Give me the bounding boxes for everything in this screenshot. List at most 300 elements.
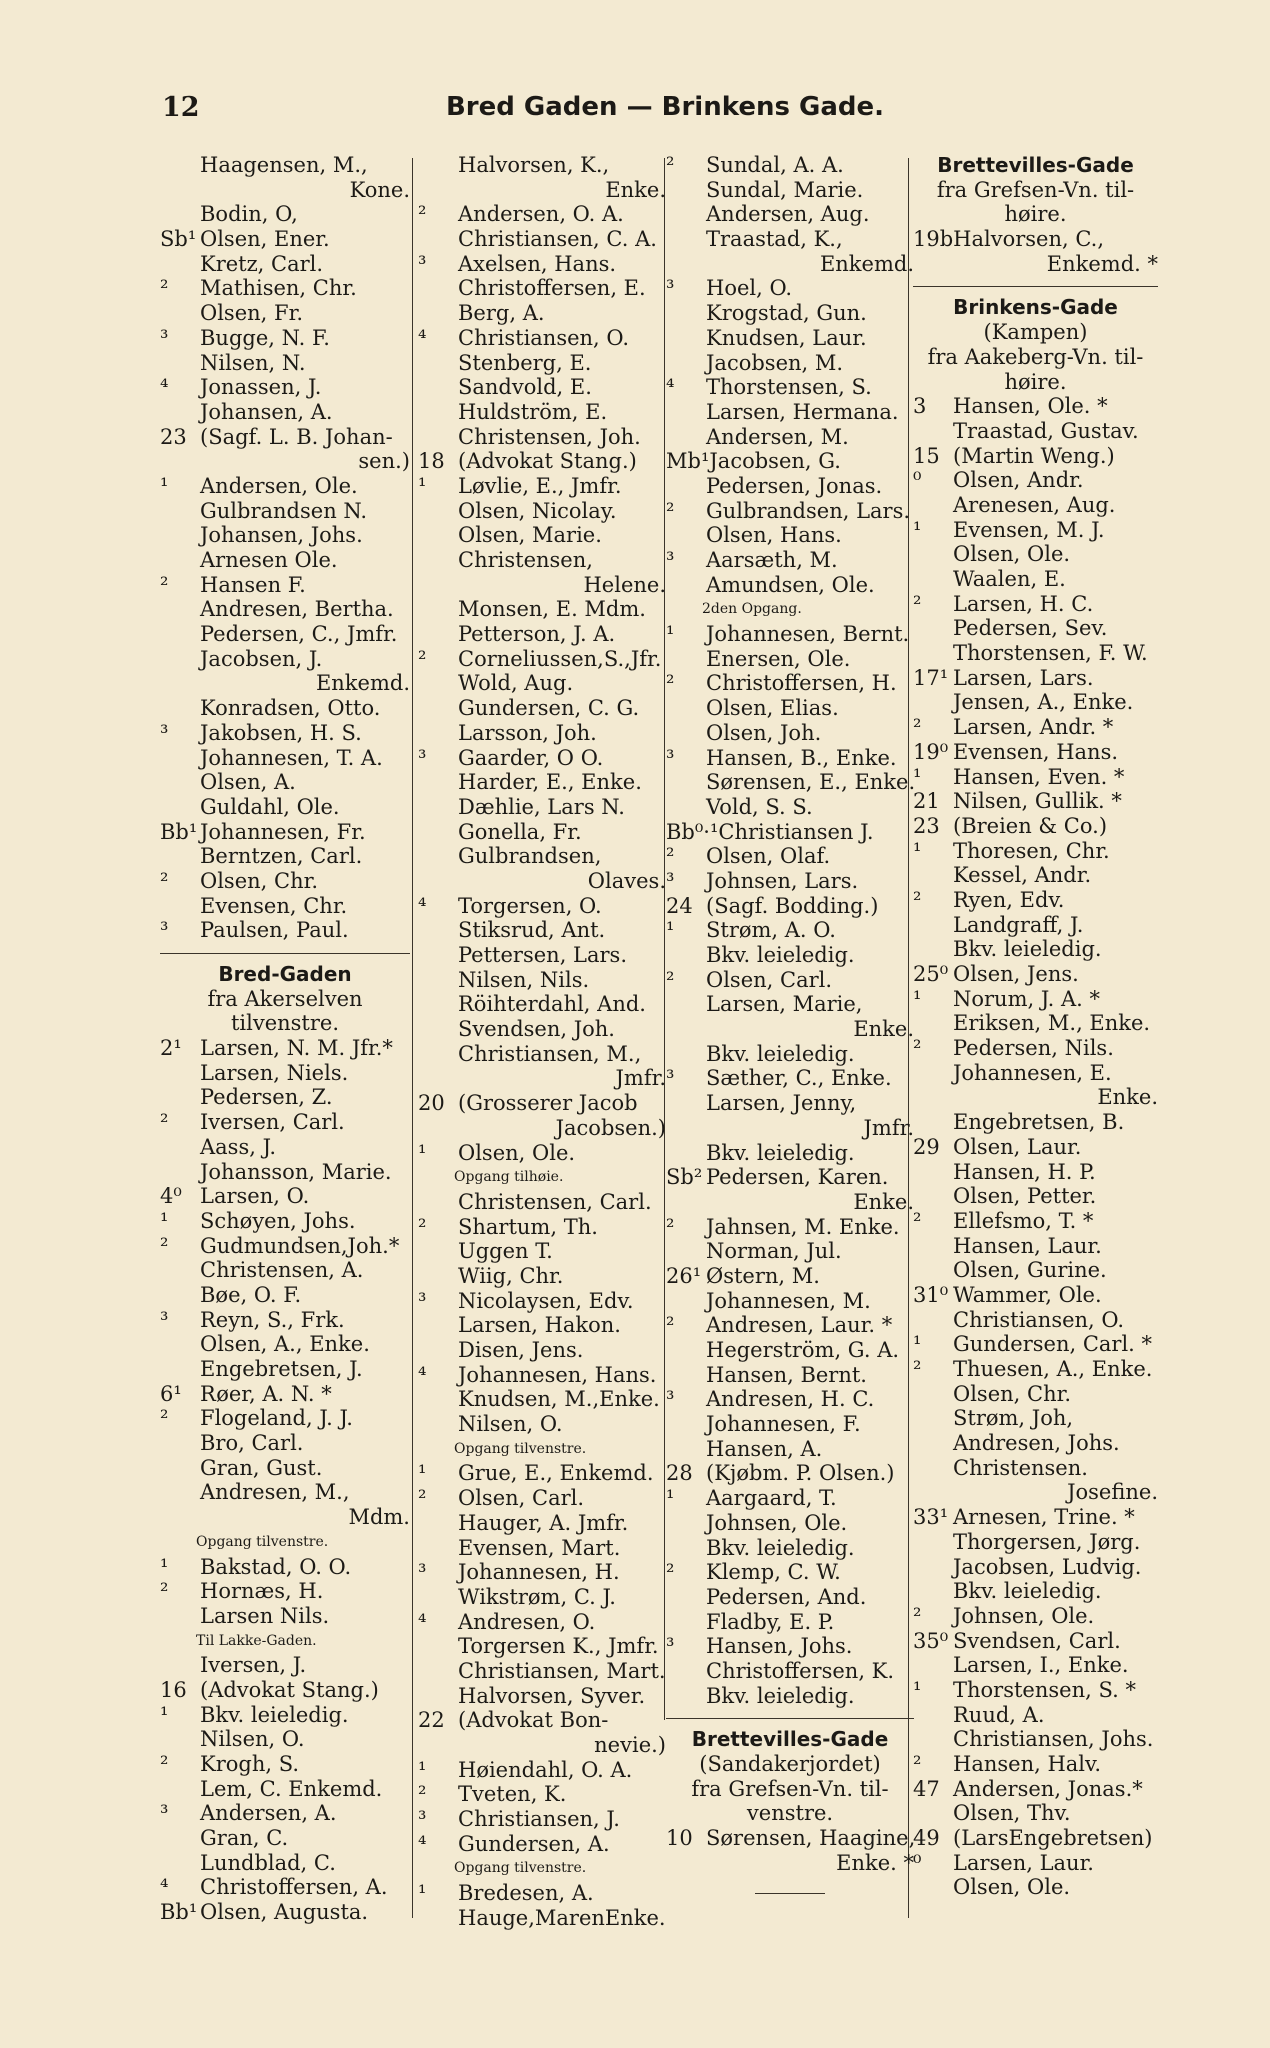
- house-number: ¹: [913, 517, 922, 542]
- resident-name: Bugge, N. F.: [200, 325, 330, 350]
- resident-name: Larsson, Joh.: [458, 720, 597, 745]
- resident-name: Wold, Aug.: [458, 671, 574, 696]
- resident-name: Tveten, K.: [458, 1782, 567, 1807]
- resident-name: Dæhlie, Lars N.: [458, 794, 625, 819]
- directory-entry: [160, 918, 410, 943]
- resident-name: Nilsen, N.: [200, 350, 306, 375]
- resident-name: Larsen, H. C.: [953, 591, 1094, 616]
- directory-entry: [160, 227, 410, 252]
- resident-name: Sundal, Marie.: [706, 177, 864, 202]
- resident-name: Berg, A.: [458, 301, 545, 326]
- directory-entry: [160, 499, 410, 524]
- directory-entry: [913, 1555, 1158, 1580]
- resident-name: Sæther, C., Enke.: [706, 1066, 892, 1091]
- house-number: 23: [913, 813, 940, 838]
- house-number: ¹: [160, 1208, 169, 1233]
- resident-name: Johannesen, Hans.: [458, 1362, 657, 1387]
- directory-entry: [418, 1906, 666, 1931]
- directory-entry: [913, 1703, 1158, 1728]
- resident-name: Gran, Gust.: [200, 1455, 323, 1480]
- directory-entry: [666, 820, 914, 845]
- directory-entry: [666, 499, 914, 524]
- entry-continuation: Mdm.: [348, 1505, 410, 1530]
- directory-entry: [418, 227, 666, 252]
- entry-continuation: Helene.: [583, 572, 666, 597]
- directory-entry: [160, 1061, 410, 1086]
- directory-entry: [913, 1332, 1158, 1357]
- resident-name: Johansen, A.: [200, 399, 333, 424]
- house-number: ³: [666, 868, 675, 893]
- directory-entry: [160, 1678, 410, 1703]
- house-number: 19⁰: [913, 739, 949, 764]
- house-number: ⁴: [418, 1362, 427, 1387]
- resident-name: Nicolaysen, Edv.: [458, 1288, 634, 1313]
- house-number: ²: [666, 498, 675, 523]
- entrance-note: Opgang tilvenstre.: [196, 1533, 329, 1550]
- house-number: ²: [666, 967, 675, 992]
- resident-name: Nilsen, O.: [200, 1727, 305, 1752]
- directory-entry: [160, 326, 410, 351]
- resident-name: Amundsen, Ole.: [706, 572, 875, 597]
- directory-entry: [666, 1684, 914, 1709]
- resident-name: Bkv. leieledig.: [200, 1702, 349, 1727]
- directory-entry: [913, 1308, 1158, 1333]
- directory-entry: [666, 1313, 914, 1338]
- street-note: (Sandakerjordet): [699, 1752, 881, 1776]
- directory-entry: [160, 1604, 410, 1629]
- directory-entry: [666, 1659, 914, 1684]
- directory-entry: [666, 1536, 914, 1561]
- resident-name: (Kjøbm. P. Olsen.): [706, 1461, 895, 1486]
- resident-name: Gudmundsen,Joh.*: [200, 1233, 400, 1258]
- directory-entry: [666, 844, 914, 869]
- resident-name: Hansen, B., Enke.: [706, 745, 897, 770]
- directory-entry: [160, 1431, 410, 1456]
- resident-name: Hauger, A. Jmfr.: [458, 1510, 629, 1535]
- directory-entry: [666, 1511, 914, 1536]
- short-rule: [755, 1893, 825, 1894]
- directory-entry: [666, 1042, 914, 1067]
- directory-entry: [913, 765, 1158, 790]
- house-number: 31⁰: [913, 1282, 949, 1307]
- resident-name: Paulsen, Paul.: [200, 918, 349, 943]
- resident-name: Andresen, Bertha.: [200, 597, 394, 622]
- directory-entry: [418, 1363, 666, 1388]
- house-number: ¹: [160, 1554, 169, 1579]
- house-number: ¹: [418, 1757, 427, 1782]
- resident-name: Gulbrandsen, Lars.: [706, 498, 911, 523]
- directory-entry: [160, 1555, 410, 1580]
- directory-entry: [913, 1036, 1158, 1061]
- directory-entry: [666, 1585, 914, 1610]
- house-number: 10: [666, 1826, 693, 1851]
- directory-entry: [666, 1141, 914, 1166]
- resident-name: Iversen, Carl.: [200, 1110, 345, 1135]
- directory-entry: [666, 1387, 914, 1412]
- directory-entry: [160, 1332, 410, 1357]
- directory-entry: [160, 869, 410, 894]
- resident-name: Olsen, Ole.: [953, 542, 1071, 567]
- resident-name: Stiksrud, Ant.: [458, 918, 606, 943]
- resident-name: Engebretsen, B.: [953, 1110, 1125, 1135]
- directory-entry: [418, 1782, 666, 1807]
- house-number: ³: [160, 1801, 169, 1826]
- house-number: ³: [666, 1066, 675, 1091]
- entrance-note: 2den Opgang.: [702, 601, 802, 618]
- directory-entry: [418, 1634, 666, 1659]
- directory-entry: [160, 1283, 410, 1308]
- house-number: ²: [160, 276, 169, 301]
- street-note: fra Grefsen-Vn. til-: [691, 1776, 889, 1801]
- house-number: 20: [418, 1091, 445, 1116]
- resident-name: Larsen, I., Enke.: [953, 1653, 1129, 1678]
- directory-entry: [418, 622, 666, 647]
- directory-entry: [913, 1629, 1158, 1654]
- house-number: ²: [160, 1752, 169, 1776]
- resident-name: Hansen, Laur.: [953, 1233, 1102, 1258]
- house-number: ⁴: [418, 325, 427, 350]
- resident-name: Uggen T.: [458, 1239, 553, 1264]
- directory-entry: [418, 1338, 666, 1363]
- resident-name: Andersen, Jonas.*: [953, 1776, 1143, 1801]
- directory-entry: [666, 746, 914, 771]
- resident-name: Flogeland, J. J.: [200, 1406, 353, 1431]
- directory-entry: [913, 863, 1158, 888]
- directory-entry: [666, 351, 914, 376]
- house-number: ³: [160, 325, 169, 350]
- resident-name: Hegerström, G. A.: [706, 1338, 900, 1362]
- directory-entry: [418, 721, 666, 746]
- resident-name: Thoresen, Chr.: [953, 838, 1110, 863]
- directory-entry: [666, 425, 914, 450]
- resident-name: Waalen, E.: [953, 567, 1066, 591]
- resident-name: (Advokat Stang.): [458, 449, 637, 474]
- column-1: [160, 153, 410, 1925]
- street-heading: Brettevilles-Gade: [937, 153, 1134, 177]
- house-number: ³: [666, 276, 675, 301]
- directory-entry: [666, 1461, 914, 1486]
- directory-entry: [913, 1777, 1158, 1802]
- directory-entry: [913, 616, 1158, 641]
- directory-entry: [666, 276, 914, 301]
- resident-name: Guldahl, Ole.: [200, 794, 340, 819]
- directory-entry: [913, 641, 1158, 666]
- house-number: ²: [418, 202, 427, 227]
- street-note: (Kampen): [983, 320, 1088, 345]
- directory-entry: [418, 1289, 666, 1314]
- house-number: ²: [666, 1313, 675, 1338]
- resident-name: Jacobsen, M.: [706, 350, 844, 375]
- house-number: 17¹: [913, 665, 949, 690]
- resident-name: Christoffersen, A.: [200, 1875, 388, 1900]
- house-number: ²: [913, 715, 922, 740]
- house-number: 29: [913, 1134, 940, 1159]
- directory-entry: [913, 592, 1158, 617]
- house-number: ¹: [666, 622, 675, 647]
- directory-entry: [160, 276, 410, 301]
- directory-entry: [418, 1832, 666, 1857]
- directory-entry: [666, 1091, 914, 1116]
- resident-name: Olsen, Thv.: [953, 1801, 1071, 1826]
- resident-name: Olsen, Hans.: [706, 523, 842, 548]
- resident-name: Evensen, Mart.: [458, 1535, 621, 1560]
- directory-entry: [666, 474, 914, 499]
- directory-entry: [913, 542, 1158, 567]
- resident-name: Lundblad, C.: [200, 1850, 336, 1875]
- resident-name: (Martin Weng.): [953, 443, 1115, 468]
- resident-name: Enersen, Ole.: [706, 646, 851, 671]
- resident-name: Larsen, Lars.: [953, 665, 1094, 690]
- resident-name: Gundersen, C. G.: [458, 696, 640, 721]
- directory-entry: [418, 943, 666, 968]
- resident-name: Johnsen, Ole.: [953, 1603, 1095, 1628]
- entry-continuation: Enke.: [605, 177, 666, 202]
- directory-entry: [418, 1264, 666, 1289]
- resident-name: Jacobsen, Ludvig.: [953, 1554, 1142, 1579]
- entry-continuation: Jmfr.: [615, 1066, 666, 1091]
- resident-name: Jonassen, J.: [200, 375, 322, 400]
- house-number: ³: [666, 548, 675, 572]
- directory-entry: [666, 523, 914, 548]
- resident-name: Johannesen, Fr.: [200, 819, 366, 844]
- directory-entry: [160, 1160, 410, 1185]
- directory-entry: [913, 740, 1158, 765]
- directory-entry: [418, 474, 666, 499]
- resident-name: Andersen, M.: [706, 424, 849, 449]
- running-header: Bred Gaden — Brinkens Gade.: [445, 92, 884, 122]
- house-number: Bb¹: [160, 819, 198, 844]
- house-number: ¹: [666, 1486, 675, 1511]
- directory-entry: [913, 690, 1158, 715]
- directory-entry: [666, 894, 914, 919]
- directory-entry: [418, 1313, 666, 1338]
- resident-name: Olsen, Petter.: [953, 1184, 1097, 1209]
- resident-name: Gaarder, O O.: [458, 745, 604, 770]
- directory-entry: [160, 894, 410, 919]
- directory-entry: [418, 770, 666, 795]
- resident-name: Traastad, K.,: [706, 227, 843, 252]
- resident-name: Høiendahl, O. A.: [458, 1757, 633, 1782]
- directory-entry: [913, 1801, 1158, 1826]
- street-note: fra Aakeberg-Vn. til-: [927, 344, 1144, 369]
- house-number: 24: [666, 893, 693, 918]
- directory-entry: [666, 1066, 914, 1091]
- directory-entry: [418, 301, 666, 326]
- resident-name: Olsen, A., Enke.: [200, 1332, 370, 1357]
- house-number: 49: [913, 1826, 940, 1851]
- resident-name: Iversen, J.: [200, 1653, 307, 1678]
- directory-entry: [418, 252, 666, 277]
- resident-name: Olsen, Ole.: [458, 1140, 576, 1165]
- resident-name: Larsen, Hermana.: [706, 399, 899, 424]
- house-number: ²: [913, 1036, 922, 1061]
- resident-name: Olsen, Nicolay.: [458, 498, 617, 523]
- house-number: ⁴: [666, 375, 675, 400]
- resident-name: Jensen, A., Enke.: [953, 690, 1134, 715]
- house-number: 22: [418, 1708, 445, 1733]
- resident-name: Andersen, O. A.: [458, 202, 624, 227]
- resident-name: Røer, A. N. *: [200, 1381, 332, 1406]
- directory-entry: [666, 968, 914, 993]
- resident-name: Disen, Jens.: [458, 1338, 584, 1362]
- directory-entry: [913, 1604, 1158, 1629]
- resident-name: Schøyen, Johs.: [200, 1208, 356, 1233]
- resident-name: Olsen, Chr.: [953, 1381, 1072, 1406]
- house-number: ⁴: [418, 1831, 427, 1856]
- resident-name: Løvlie, E., Jmfr.: [458, 473, 622, 498]
- directory-entry: [666, 400, 914, 425]
- directory-entry: [418, 1215, 666, 1240]
- house-number: ³: [160, 720, 169, 745]
- resident-name: Wammer, Ole.: [953, 1282, 1102, 1307]
- directory-entry: [160, 1826, 410, 1851]
- directory-entry: [418, 1190, 666, 1215]
- resident-name: Larsen, N. M. Jfr.*: [200, 1036, 393, 1061]
- directory-entry: [160, 1135, 410, 1160]
- street-note: venstre.: [746, 1801, 834, 1826]
- section-rule: [913, 286, 1158, 287]
- directory-entry: [160, 202, 410, 227]
- resident-name: Johansen, Johs.: [200, 523, 363, 548]
- directory-entry: [418, 1610, 666, 1635]
- house-number: ¹: [418, 1881, 427, 1906]
- resident-name: Hansen, Ole. *: [953, 394, 1108, 419]
- entry-continuation: Josefine.: [1067, 1480, 1158, 1505]
- house-number: ²: [913, 1208, 922, 1233]
- directory-entry: [418, 597, 666, 622]
- resident-name: Grue, E., Enkemd.: [458, 1461, 654, 1486]
- house-number: ²: [418, 646, 427, 671]
- house-number: ¹: [913, 1332, 922, 1357]
- resident-name: Hauge,MarenEnke.: [458, 1905, 666, 1930]
- directory-entry: [913, 1727, 1158, 1752]
- directory-entry: [418, 1486, 666, 1511]
- house-number: 6¹: [160, 1381, 182, 1406]
- directory-entry: [666, 375, 914, 400]
- directory-entry: [666, 1486, 914, 1511]
- resident-name: Pedersen, Jonas.: [706, 473, 883, 498]
- resident-name: Fladby, E. P.: [706, 1609, 835, 1634]
- house-number: ³: [418, 745, 427, 770]
- directory-entry: [418, 1461, 666, 1486]
- directory-entry: [160, 1752, 410, 1777]
- directory-entry: [913, 419, 1158, 444]
- resident-name: Wikstrøm, C. J.: [458, 1584, 616, 1609]
- resident-name: Bkv. leieledig.: [706, 1140, 855, 1165]
- house-number: Sb²: [666, 1165, 703, 1190]
- directory-entry: [666, 1239, 914, 1264]
- directory-entry: [666, 1363, 914, 1388]
- resident-name: Aass, J.: [200, 1134, 277, 1159]
- directory-entry: [418, 1239, 666, 1264]
- resident-name: Svendsen, Carl.: [953, 1628, 1121, 1653]
- directory-entry: [913, 1826, 1158, 1851]
- resident-name: Corneliussen,S.,Jfr.: [458, 646, 662, 671]
- directory-entry: [913, 1406, 1158, 1431]
- house-number: ²: [913, 1603, 922, 1628]
- house-number: ³: [418, 1288, 427, 1313]
- directory-entry: [160, 597, 410, 622]
- resident-name: Pedersen, Sev.: [953, 616, 1108, 641]
- directory-entry: [666, 671, 914, 696]
- directory-entry: [418, 1141, 666, 1166]
- house-number: ¹: [418, 1140, 427, 1165]
- resident-name: Larsen, Niels.: [200, 1060, 349, 1085]
- resident-name: Olsen, Chr.: [200, 868, 319, 893]
- house-number: ¹: [160, 1702, 169, 1727]
- entry-continuation: Kone.: [349, 177, 410, 202]
- directory-entry: [160, 375, 410, 400]
- directory-entry: [913, 888, 1158, 913]
- house-number: ²: [160, 1110, 169, 1135]
- resident-name: Johnsen, Lars.: [706, 868, 859, 893]
- directory-entry: [418, 1881, 666, 1906]
- directory-entry: [418, 1708, 666, 1733]
- directory-entry: [913, 937, 1158, 962]
- resident-name: (LarsEngebretsen): [953, 1826, 1153, 1851]
- resident-name: Jacobsen, G.: [709, 449, 841, 474]
- directory-entry: [913, 1456, 1158, 1481]
- resident-name: Christiansen, O.: [458, 325, 630, 350]
- column-rule: [412, 158, 413, 1918]
- directory-entry: [913, 227, 1158, 252]
- directory-entry: [418, 351, 666, 376]
- house-number: 3: [913, 394, 927, 419]
- directory-entry: [160, 696, 410, 721]
- house-number: ⁰: [913, 1850, 922, 1875]
- resident-name: Halvorsen, C.,: [953, 227, 1105, 252]
- resident-name: Olsen, Fr.: [200, 301, 303, 326]
- resident-name: Christiansen, M.,: [458, 1041, 642, 1066]
- house-number: ²: [913, 1752, 922, 1776]
- house-number: ³: [418, 1560, 427, 1585]
- resident-name: Jahnsen, M. Enke.: [706, 1214, 900, 1239]
- directory-entry: [418, 425, 666, 450]
- resident-name: Nilsen, O.: [458, 1412, 563, 1437]
- street-heading: Brettevilles-Gade: [691, 1727, 889, 1752]
- entry-continuation: Enkemd.: [315, 671, 410, 696]
- resident-name: Monsen, E. Mdm.: [458, 597, 646, 622]
- directory-entry: [666, 1165, 914, 1190]
- resident-name: Gran, C.: [200, 1826, 289, 1851]
- directory-entry: [913, 913, 1158, 938]
- directory-entry: [418, 1042, 666, 1067]
- house-number: ⁰: [913, 468, 922, 493]
- section-rule: [160, 953, 410, 954]
- directory-entry: [666, 153, 914, 178]
- house-number: ¹: [666, 918, 675, 943]
- resident-name: Bkv. leieledig.: [706, 1535, 855, 1560]
- house-number: ²: [418, 1214, 427, 1239]
- directory-entry: [160, 1777, 410, 1802]
- directory-entry: [913, 1283, 1158, 1308]
- resident-name: Klemp, C. W.: [706, 1560, 841, 1585]
- directory-entry: [913, 666, 1158, 691]
- directory-entry: [160, 1801, 410, 1826]
- house-number: ³: [418, 1807, 427, 1832]
- house-number: 35⁰: [913, 1628, 949, 1653]
- directory-entry: [160, 820, 410, 845]
- resident-name: (Advokat Bon-: [458, 1708, 609, 1733]
- house-number: 16: [160, 1677, 187, 1702]
- resident-name: Gulbrandsen,: [458, 844, 602, 869]
- directory-entry: [160, 351, 410, 376]
- directory-entry: [160, 153, 410, 178]
- resident-name: Andresen, O.: [458, 1609, 596, 1634]
- resident-name: (Sagf. Bodding.): [706, 893, 879, 918]
- directory-entry: [160, 1727, 410, 1752]
- directory-entry: [913, 1678, 1158, 1703]
